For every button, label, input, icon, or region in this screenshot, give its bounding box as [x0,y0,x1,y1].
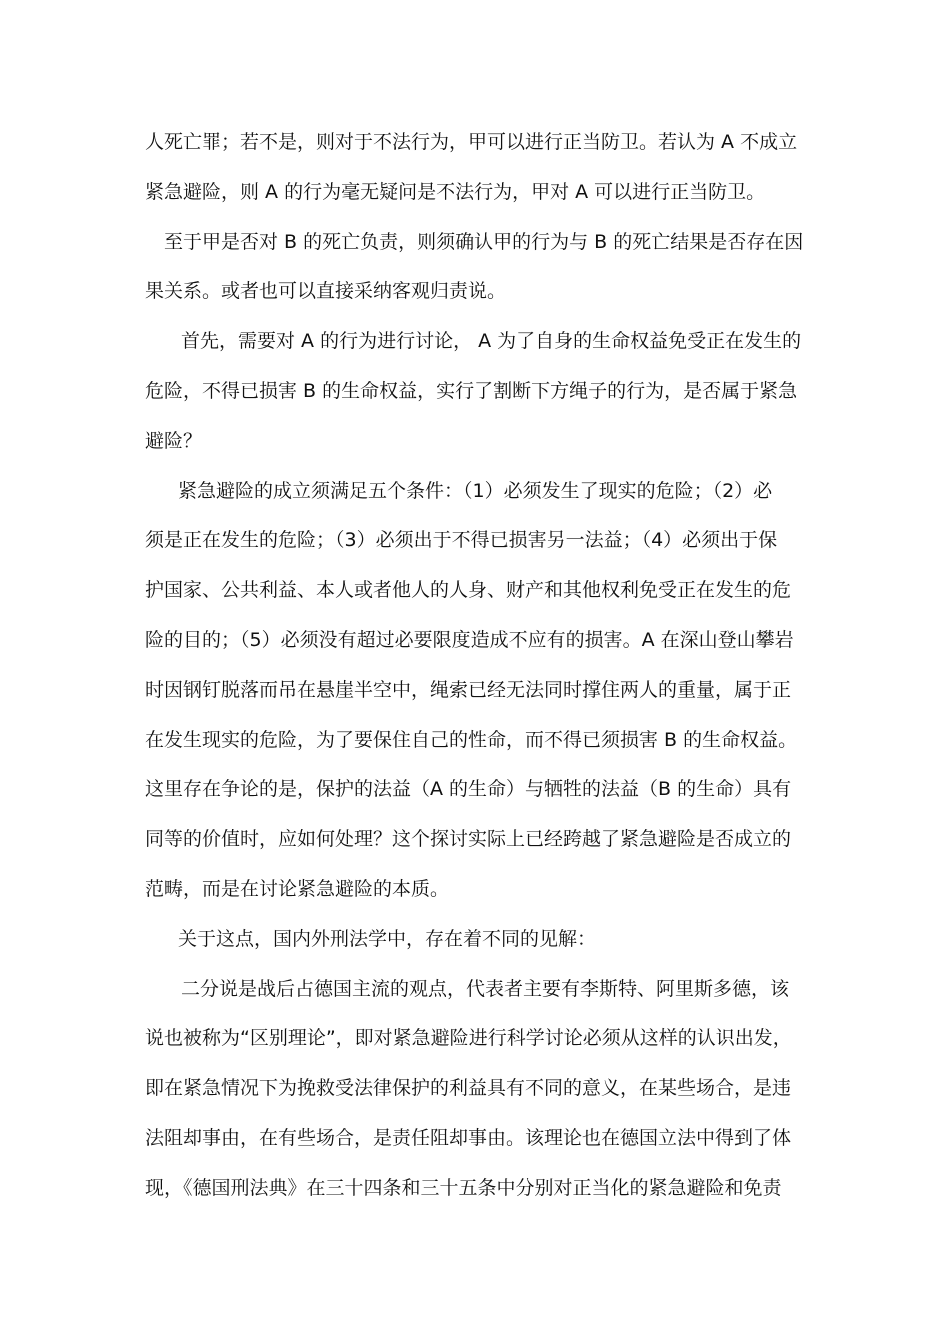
text-line: 即在紧急情况下为挽救受法律保护的利益具有不同的意义，在某些场合，是违 [145,1077,792,1100]
text-line: 说也被称为“区别理论”，即对紧急避险进行科学讨论必须从这样的认识出发， [145,1027,792,1050]
text-line: 这里存在争论的是，保护的法益（A 的生命）与牺牲的法益（B 的生命）具有 [145,778,792,801]
text-line: 在发生现实的危险，为了要保住自己的性命，而不得已须损害 B 的生命权益。 [145,728,798,751]
text-line: 关于这点，国内外刑法学中，存在着不同的见解： [178,927,597,950]
text-line: 紧急避险的成立须满足五个条件：（1）必须发生了现实的危险；（2）必 [178,479,773,502]
text-line: 避险？ [145,429,203,452]
text-line: 人死亡罪；若不是，则对于不法行为，甲可以进行正当防卫。若认为 A 不成立 [145,131,798,153]
text-line: 同等的价值时，应如何处理？这个探讨实际上已经跨越了紧急避险是否成立的 [145,828,792,851]
text-line: 危险，不得已损害 B 的生命权益，实行了割断下方绳子的行为，是否属于紧急 [145,379,798,402]
text-line: 首先，需要对 A 的行为进行讨论， A 为了自身的生命权益免受正在发生的 [181,330,802,353]
text-line: 法阻却事由，在有些场合，是责任阻却事由。该理论也在德国立法中得到了体 [145,1126,792,1149]
text-line: 果关系。或者也可以直接采纳客观归责说。 [145,280,507,303]
text-line: 二分说是战后占德国主流的观点，代表者主要有李斯特、阿里斯多德，该 [181,977,790,1000]
text-line: 险的目的；（5）必须没有超过必要限度造成不应有的损害。A 在深山登山攀岩 [145,628,794,651]
text-line: 须是正在发生的危险；（3）必须出于不得已损害另一法益；（4）必须出于保 [145,529,778,552]
text-line: 护国家、公共利益、本人或者他人的人身、财产和其他权利免受正在发生的危 [145,579,792,602]
text-line: 范畴，而是在讨论紧急避险的本质。 [145,877,450,900]
text-line: 至于甲是否对 B 的死亡负责，则须确认甲的行为与 B 的死亡结果是否存在因 [164,230,804,253]
text-line: 现，《德国刑法典》在三十四条和三十五条中分别对正当化的紧急避险和免责 [145,1176,782,1199]
body-text [145,118,810,1214]
text-line: 时因钢钉脱落而吊在悬崖半空中，绳索已经无法同时撑住两人的重量，属于正 [145,678,792,701]
text-line: 紧急避险，则 A 的行为毫无疑问是不法行为，甲对 A 可以进行正当防卫。 [145,180,766,203]
